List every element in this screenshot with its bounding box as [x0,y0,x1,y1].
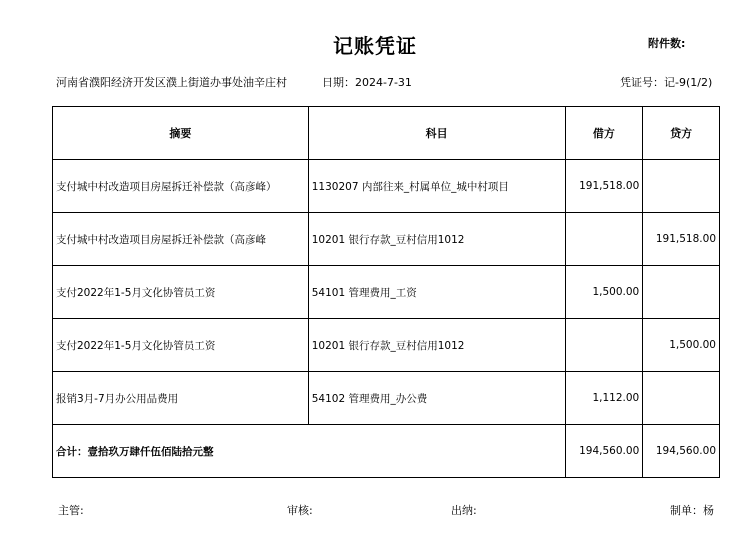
table-row [53,266,720,319]
table-row [53,372,720,425]
summary-cell: 支付城中村改造项目房屋拆迁补偿款（高彦峰） [53,160,309,213]
total-credit: 194,560.00 [643,425,720,478]
debit-cell: 1,500.00 [565,266,643,319]
debit-cell: 1,112.00 [565,372,643,425]
credit-cell: 191,518.00 [643,213,720,266]
total-amount-in-words: 合计：壹拾玖万肆仟伍佰陆拾元整 [53,425,566,478]
table-header-row [53,107,720,160]
summary-cell: 支付2022年1-5月文化协管员工资 [53,319,309,372]
total-row [53,425,720,478]
column-header-credit: 贷方 [643,107,720,160]
column-header-account: 科目 [308,107,565,160]
table-row [53,160,720,213]
cashier-label: 出纳: [451,504,477,517]
account-cell: 54101 管理费用_工资 [308,266,565,319]
table-row [53,213,720,266]
debit-cell [565,319,643,372]
account-cell: 1130207 内部往来_村属单位_城中村项目 [308,160,565,213]
voucher-number: 凭证号：记-9(1/2) [620,76,713,89]
column-header-summary: 摘要 [53,107,309,160]
organization-name: 河南省濮阳经济开发区濮上街道办事处油辛庄村 [56,76,287,89]
table-row [53,319,720,372]
attachments-label: 附件数: [648,37,686,50]
account-cell: 10201 银行存款_豆村信用1012 [308,213,565,266]
credit-cell [643,160,720,213]
preparer-label: 制单：杨 [670,504,714,517]
total-debit: 194,560.00 [565,425,643,478]
column-header-debit: 借方 [565,107,643,160]
voucher-table [52,106,720,478]
voucher-date: 日期：2024-7-31 [322,76,412,89]
summary-cell: 支付2022年1-5月文化协管员工资 [53,266,309,319]
voucher-title: 记账凭证 [333,34,417,58]
summary-cell: 报销3月-7月办公用品费用 [53,372,309,425]
debit-cell [565,213,643,266]
debit-cell: 191,518.00 [565,160,643,213]
reviewer-label: 审核: [287,504,313,517]
credit-cell: 1,500.00 [643,319,720,372]
account-cell: 54102 管理费用_办公费 [308,372,565,425]
supervisor-label: 主管: [58,504,84,517]
credit-cell [643,266,720,319]
summary-cell: 支付城中村改造项目房屋拆迁补偿款（高彦峰 [53,213,309,266]
credit-cell [643,372,720,425]
account-cell: 10201 银行存款_豆村信用1012 [308,319,565,372]
